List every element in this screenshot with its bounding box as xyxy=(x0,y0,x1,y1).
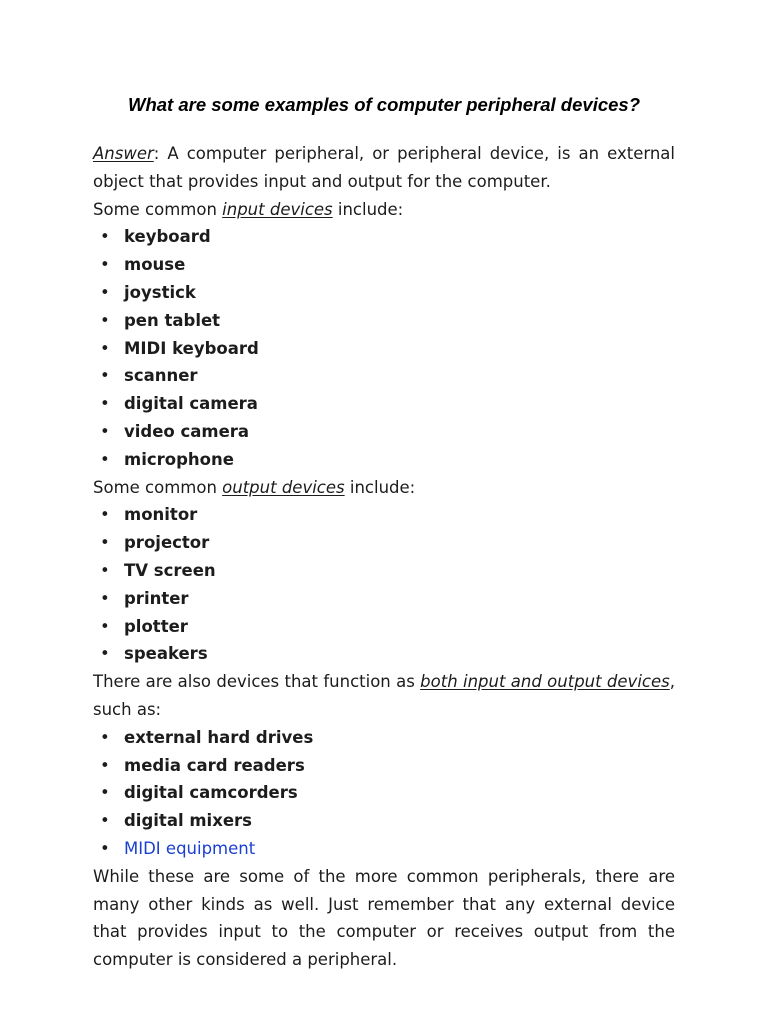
bullet-icon: • xyxy=(100,533,110,553)
list-item xyxy=(93,557,675,585)
list-item-label: media card readers xyxy=(124,755,305,775)
list-item xyxy=(93,251,675,279)
list-item xyxy=(93,223,675,251)
bullet-icon: • xyxy=(100,644,110,664)
bullet-icon: • xyxy=(100,421,110,441)
bullet-icon: • xyxy=(100,394,110,414)
bullet-icon: • xyxy=(100,560,110,580)
list-item xyxy=(93,362,675,390)
list-item xyxy=(93,501,675,529)
output-devices-heading xyxy=(93,474,675,502)
list-item-label: keyboard xyxy=(124,227,211,247)
output-devices-emphasis: output devices xyxy=(222,477,345,497)
input-heading-lead: Some common xyxy=(93,199,223,219)
list-item xyxy=(93,807,675,835)
bullet-icon: • xyxy=(100,783,110,803)
bullet-icon: • xyxy=(100,282,110,302)
list-item xyxy=(93,418,675,446)
bullet-icon: • xyxy=(100,811,110,831)
input-devices-heading xyxy=(93,196,675,224)
bullet-icon: • xyxy=(100,310,110,330)
list-item xyxy=(93,613,675,641)
both-devices-emphasis: both input and output devices xyxy=(420,672,670,692)
list-item xyxy=(93,390,675,418)
both-heading-tail: , such as: xyxy=(93,672,675,719)
output-heading-tail: include: xyxy=(344,477,416,497)
list-item-label: printer xyxy=(124,588,189,608)
both-heading-lead: There are also devices that function as xyxy=(93,672,421,692)
list-item xyxy=(93,779,675,807)
list-item-label: plotter xyxy=(124,616,188,636)
input-devices-emphasis: input devices xyxy=(222,199,333,219)
closing-paragraph: While these are some of the more common peripherals, there are many other kinds as well. Just remember that any external device that provides input to the computer or receives output from the computer is considered a peripheral. xyxy=(93,866,675,970)
input-devices-list xyxy=(93,223,675,473)
list-item-label: projector xyxy=(124,533,210,553)
list-item xyxy=(93,752,675,780)
bullet-icon: • xyxy=(100,727,110,747)
list-item xyxy=(93,529,675,557)
list-item-label: TV screen xyxy=(124,560,216,580)
list-item xyxy=(93,640,675,668)
input-heading-tail: include: xyxy=(332,199,404,219)
both-devices-heading xyxy=(93,668,675,724)
list-item xyxy=(93,335,675,363)
list-item-label: mouse xyxy=(124,255,186,275)
bullet-icon: • xyxy=(100,366,110,386)
bullet-icon: • xyxy=(100,838,110,858)
list-item-label: digital camcorders xyxy=(124,783,298,803)
list-item-link[interactable] xyxy=(93,835,675,863)
list-item-label: speakers xyxy=(124,644,208,664)
list-item-label: microphone xyxy=(124,449,234,469)
list-item-label: external hard drives xyxy=(124,727,314,747)
list-item-label: video camera xyxy=(124,421,250,441)
list-item-label: digital mixers xyxy=(124,811,252,831)
list-item-label: digital camera xyxy=(124,394,258,414)
list-item-label: MIDI keyboard xyxy=(124,338,259,358)
list-item xyxy=(93,724,675,752)
bullet-icon: • xyxy=(100,588,110,608)
bullet-icon: • xyxy=(100,338,110,358)
list-item xyxy=(93,307,675,335)
bullet-icon: • xyxy=(100,449,110,469)
list-item xyxy=(93,585,675,613)
intro-paragraph xyxy=(93,140,675,196)
intro-text: A computer peripheral, or peripheral device, is an external object that provides input and output for the computer. xyxy=(93,144,675,191)
bullet-icon: • xyxy=(100,505,110,525)
output-devices-list xyxy=(93,501,675,668)
list-item-label: joystick xyxy=(124,282,196,302)
list-item-label: pen tablet xyxy=(124,310,221,330)
output-heading-lead: Some common xyxy=(93,477,223,497)
list-item xyxy=(93,279,675,307)
list-item-label: scanner xyxy=(124,366,198,386)
page-title: What are some examples of computer peripheral devices? xyxy=(127,94,640,115)
bullet-icon: • xyxy=(100,255,110,275)
list-item-label: monitor xyxy=(124,505,198,525)
midi-equipment-link[interactable]: MIDI equipment xyxy=(124,838,256,858)
answer-label: Answer xyxy=(93,144,154,163)
bullet-icon: • xyxy=(100,755,110,775)
both-devices-list xyxy=(93,724,675,863)
bullet-icon: • xyxy=(100,227,110,247)
answer-colon: : xyxy=(153,144,160,163)
document-page xyxy=(93,92,675,974)
bullet-icon: • xyxy=(100,616,110,636)
list-item xyxy=(93,446,675,474)
